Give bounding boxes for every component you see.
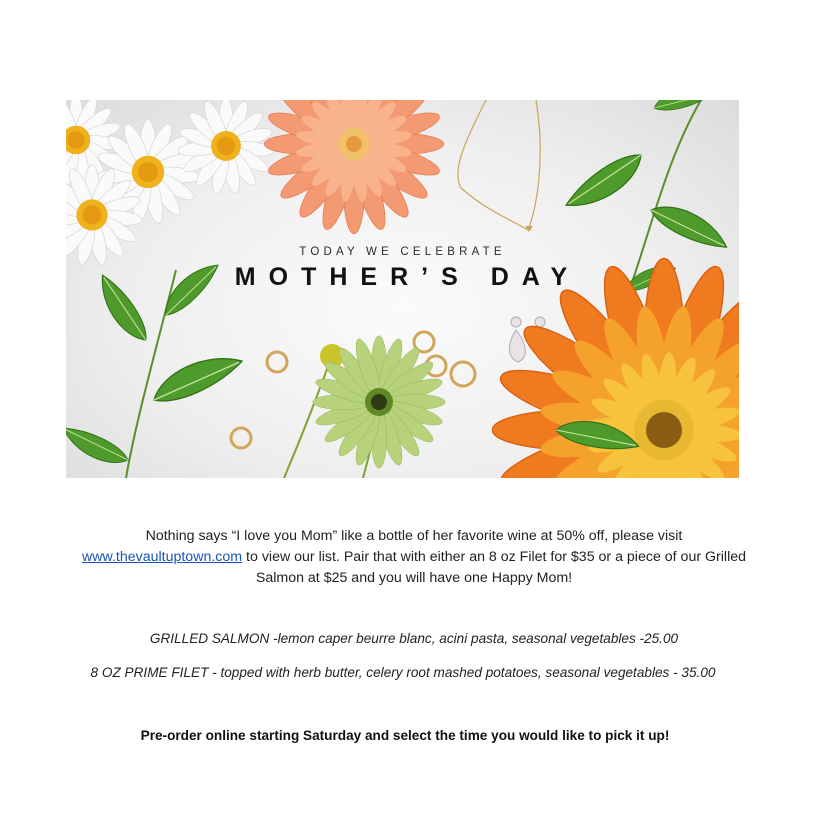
necklace: [458, 100, 540, 230]
banner-subtitle: TODAY WE CELEBRATE: [299, 246, 506, 258]
intro-text: Nothing says “I love you Mom” like a bottle of her favorite wine at 50% off, please visit: [145, 528, 683, 544]
banner-title: MOTHER’S DAY: [234, 263, 581, 291]
daisy-flower: [66, 100, 275, 266]
intro-paragraph: [70, 526, 758, 589]
website-link[interactable]: www.thevaultuptown.com: [82, 549, 243, 565]
menu-item-salmon: GRILLED SALMON -lemon caper beurre blanc, acini pasta, seasonal vegetables -25.00: [149, 631, 679, 646]
preorder-callout: Pre-order online starting Saturday and select the time you would like to pick it up!: [140, 728, 670, 743]
mothers-day-banner: [66, 100, 739, 478]
intro-text: to view our list. Pair that with either an 8 oz Filet for $35 or a piece of our Grilled Salmon at $25 and you will have one Happy Mom!: [246, 549, 746, 586]
menu-item-filet: 8 OZ PRIME FILET - topped with herb butter, celery root mashed potatoes, seasonal vegetables - 35.00: [90, 665, 716, 680]
dahlia-flower: [264, 100, 443, 234]
